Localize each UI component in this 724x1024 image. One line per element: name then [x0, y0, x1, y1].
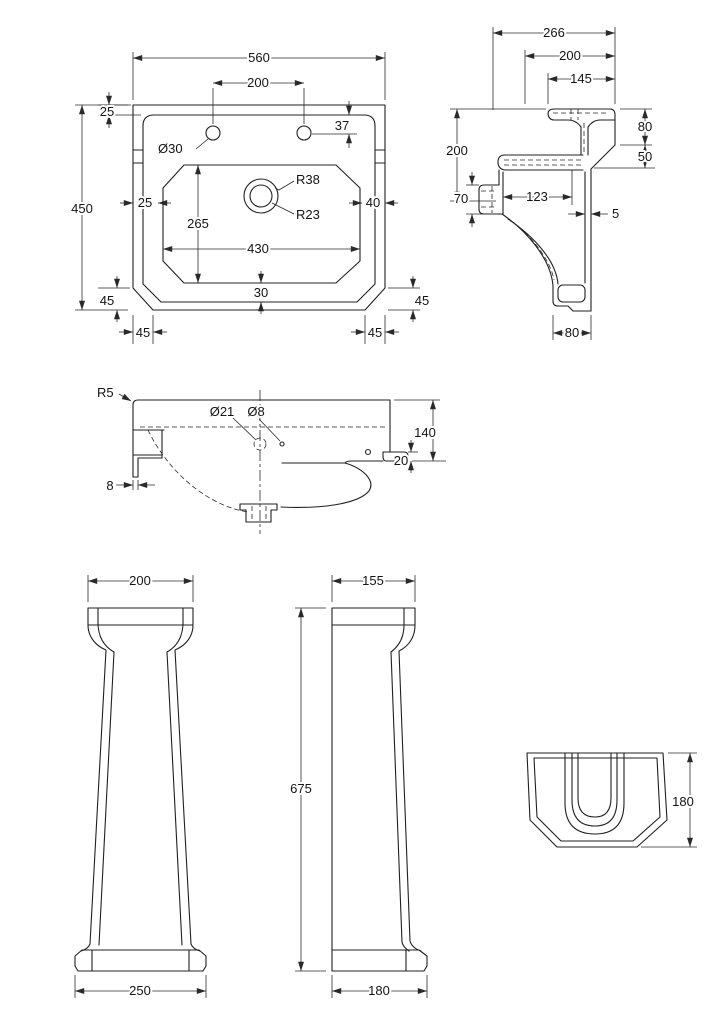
pedestal-side-dimensions [295, 575, 427, 998]
tap-hole-right [297, 126, 311, 140]
basin-side-labels [97, 385, 436, 493]
foot-cavity [558, 285, 585, 302]
dim-section-lug-70: 70 [453, 191, 469, 206]
basin-side-outline [133, 400, 408, 522]
dim-section-depth-200: 200 [559, 48, 581, 63]
pedestal-front-dimensions [75, 575, 206, 998]
dim-side-lip-8: 8 [106, 478, 114, 493]
dim-chamfer-right-h: 45 [367, 325, 383, 340]
channel-middle [572, 753, 617, 826]
overflow-small-hole [280, 442, 284, 446]
dim-pedestal-height: 675 [290, 781, 312, 796]
basin-plan-view [71, 50, 429, 344]
dim-pedestal-top-width: 200 [129, 573, 151, 588]
dim-chamfer-left-v: 45 [99, 293, 115, 308]
dim-bowl-depth: 265 [187, 216, 209, 231]
dim-side-ledge-20: 20 [393, 453, 409, 468]
basin-plan-outline [133, 105, 385, 310]
label-waste-inner-radius: R23 [296, 207, 320, 222]
dim-pedestal-base-width: 250 [129, 983, 151, 998]
dim-section-overall-depth: 266 [543, 25, 565, 40]
dim-section-wall-5: 5 [612, 206, 620, 221]
basin-section-labels [446, 25, 652, 340]
channel-inner [578, 753, 611, 817]
waste-hole-inner [250, 185, 272, 207]
dim-section-height-200: 200 [446, 143, 468, 158]
pedestal-side-outline [332, 608, 427, 971]
pedestal-front-outline [75, 608, 206, 971]
dim-section-height-50: 50 [637, 149, 653, 164]
label-waste-outer-radius: R38 [296, 172, 320, 187]
label-corner-radius: R5 [97, 385, 114, 400]
dim-chamfer-left-h: 45 [135, 325, 151, 340]
label-small-hole-dia: Ø8 [247, 404, 265, 419]
basin-side-view [97, 385, 446, 534]
dim-section-foot-80: 80 [564, 325, 580, 340]
pedestal-plan-outline [527, 753, 667, 847]
pedestal-side-labels [290, 573, 390, 998]
pedestal-front-labels [129, 573, 151, 998]
dim-rim-top: 25 [99, 104, 115, 119]
dim-tap-hole-centres: 200 [247, 75, 269, 90]
pedestal-plan-labels [672, 794, 694, 809]
dim-bowl-width: 430 [247, 241, 269, 256]
dim-bowl-to-rim: 30 [253, 285, 269, 300]
dim-pedestal-plan-depth: 180 [672, 794, 694, 809]
dim-side-height-140: 140 [414, 425, 436, 440]
dim-rim-right: 40 [365, 195, 381, 210]
basin-section-outline [479, 109, 615, 311]
dim-overall-depth: 450 [71, 201, 93, 216]
waste-hole-outer [244, 179, 278, 213]
dim-section-width-123: 123 [526, 189, 548, 204]
dim-overall-width: 560 [248, 50, 270, 65]
channel-outer [565, 753, 624, 834]
tap-hole-left [206, 126, 220, 140]
basin-section-view [446, 25, 655, 340]
dim-pedestal-base-depth: 180 [368, 983, 390, 998]
dim-hole-offset: 37 [334, 118, 350, 133]
fixing-hole [366, 450, 371, 455]
label-overflow-dia: Ø21 [209, 404, 235, 419]
pedestal-plan-view [527, 753, 697, 847]
label-tap-hole-dia: Ø30 [158, 141, 183, 156]
pedestal-side-view [290, 573, 427, 998]
dim-section-depth-145: 145 [570, 71, 592, 86]
dim-rim-left: 25 [137, 195, 153, 210]
dim-pedestal-top-depth: 155 [362, 573, 384, 588]
pedestal-front-view [75, 573, 206, 998]
dim-chamfer-right-v: 45 [414, 293, 430, 308]
dim-section-height-80: 80 [637, 119, 653, 134]
